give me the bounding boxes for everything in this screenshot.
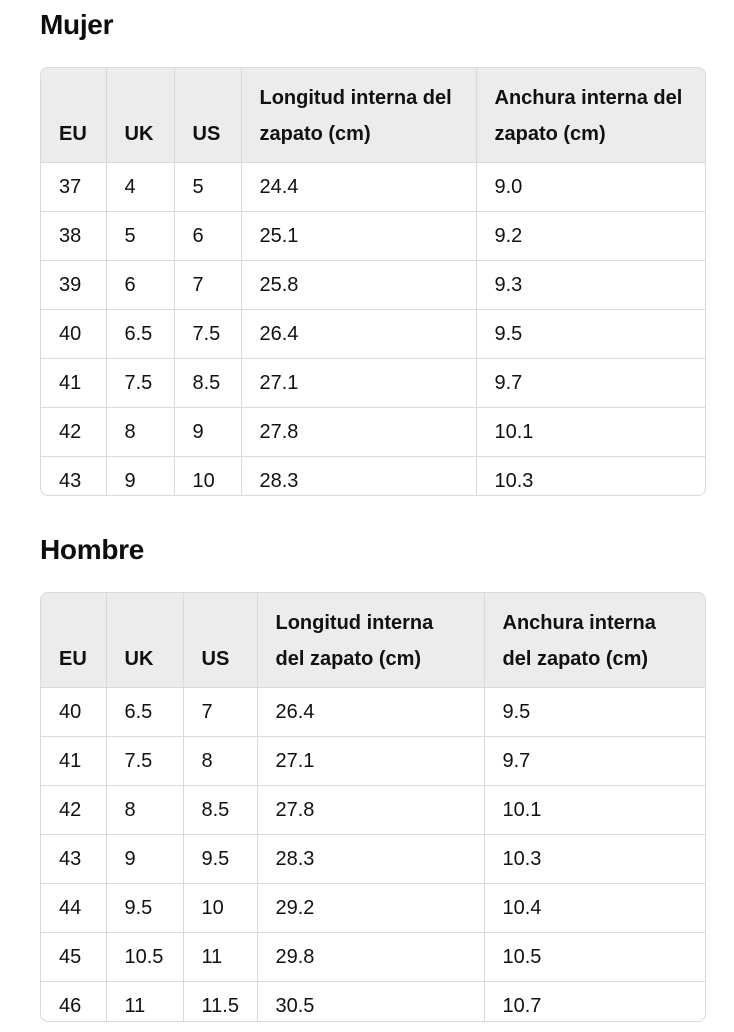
column-header-length: Longitud interna del zapato (cm) [257, 593, 484, 688]
cell-length: 27.1 [257, 737, 484, 786]
cell-length: 30.5 [257, 982, 484, 1023]
cell-length: 24.4 [241, 163, 476, 212]
cell-uk: 9 [106, 457, 174, 497]
cell-uk: 5 [106, 212, 174, 261]
cell-uk: 6.5 [106, 688, 183, 737]
cell-uk: 8 [106, 786, 183, 835]
cell-uk: 6.5 [106, 310, 174, 359]
cell-eu: 44 [41, 884, 106, 933]
table-row [41, 163, 706, 212]
column-header-uk: UK [106, 68, 174, 163]
cell-width: 10.7 [502, 994, 542, 1017]
cell-eu: 42 [41, 786, 106, 835]
cell-length: 25.1 [241, 212, 476, 261]
cell-uk: 10.5 [106, 933, 183, 982]
cell-length: 25.8 [241, 261, 476, 310]
cell-length: 29.2 [257, 884, 484, 933]
column-header-width: Anchura interna del zapato (cm) [476, 68, 706, 163]
column-header-eu: EU [41, 68, 106, 163]
table-row [41, 261, 706, 310]
cell-us: 8 [183, 737, 257, 786]
cell-length: 26.4 [257, 688, 484, 737]
cell-eu: 38 [41, 212, 106, 261]
cell-width: 10.4 [484, 884, 705, 933]
cell-us: 11.5 [183, 982, 257, 1023]
cell-eu: 40 [41, 688, 106, 737]
cell-width: 9.5 [484, 688, 705, 737]
table-row [41, 933, 705, 982]
table-header-row [41, 593, 705, 688]
cell-uk: 7.5 [106, 359, 174, 408]
size-table [41, 593, 705, 1022]
cell-eu: 40 [41, 310, 106, 359]
cell-length: 28.3 [257, 835, 484, 884]
cell-width: 9.5 [476, 310, 706, 359]
cell-length: 27.8 [257, 786, 484, 835]
size-table-mujer [40, 67, 706, 496]
table-row [41, 786, 705, 835]
cell-eu: 39 [41, 261, 106, 310]
cell-width: 9.0 [476, 163, 706, 212]
table-body-hombre [41, 688, 705, 1023]
column-header-width: Anchura interna del zapato (cm) [484, 593, 705, 688]
cell-uk: 8 [106, 408, 174, 457]
table-row [41, 310, 706, 359]
cell-width: 9.3 [476, 261, 706, 310]
size-table-hombre [40, 592, 706, 1022]
cell-eu: 43 [41, 835, 106, 884]
cell-us: 9 [174, 408, 241, 457]
cell-length: 27.1 [241, 359, 476, 408]
cell-us: 7 [174, 261, 241, 310]
cell-us: 10 [183, 884, 257, 933]
cell-width: 9.2 [476, 212, 706, 261]
cell-us: 8.5 [174, 359, 241, 408]
cell-uk: 7.5 [106, 737, 183, 786]
table-row [41, 688, 705, 737]
cell-eu: 42 [41, 408, 106, 457]
cell-uk: 9 [106, 835, 183, 884]
table-header-row [41, 68, 706, 163]
cell-width: 10.1 [484, 786, 705, 835]
cell-eu: 46 [41, 982, 106, 1023]
cell-eu: 41 [41, 359, 106, 408]
cell-length: 26.4 [241, 310, 476, 359]
column-header-us: US [174, 68, 241, 163]
table-row [41, 408, 706, 457]
cell-width: 10.3 [484, 835, 705, 884]
cell-uk: 11 [106, 982, 183, 1023]
cell-us: 10 [174, 457, 241, 497]
cell-width: 9.7 [484, 737, 705, 786]
cell-width: 10.1 [476, 408, 706, 457]
cell-us: 7.5 [174, 310, 241, 359]
cell-us: 7 [183, 688, 257, 737]
section-title-mujer: Mujer [40, 9, 114, 40]
cell-eu: 43 [41, 457, 106, 497]
column-header-us: US [183, 593, 257, 688]
column-header-length: Longitud interna del zapato (cm) [241, 68, 476, 163]
cell-us: 11 [183, 933, 257, 982]
table-row [41, 457, 706, 497]
column-header-uk: UK [106, 593, 183, 688]
cell-width: 10.5 [484, 933, 705, 982]
cell-uk: 6 [106, 261, 174, 310]
column-header-eu: EU [41, 593, 106, 688]
table-row [41, 359, 706, 408]
cell-us: 8.5 [183, 786, 257, 835]
cell-length: 29.8 [257, 933, 484, 982]
cell-length: 28.3 [241, 457, 476, 497]
cell-us: 5 [174, 163, 241, 212]
size-table [41, 68, 706, 496]
cell-us: 9.5 [183, 835, 257, 884]
table-row [41, 884, 705, 933]
cell-uk: 9.5 [106, 884, 183, 933]
section-title-hombre: Hombre [40, 534, 144, 565]
cell-length: 27.8 [241, 408, 476, 457]
cell-eu: 45 [41, 933, 106, 982]
table-row [41, 982, 705, 1023]
table-row [41, 835, 705, 884]
cell-width: 9.7 [476, 359, 706, 408]
cell-uk: 4 [106, 163, 174, 212]
table-body-mujer [41, 163, 706, 497]
cell-width: 10.3 [494, 469, 534, 492]
cell-eu: 37 [41, 163, 106, 212]
table-row [41, 737, 705, 786]
cell-us: 6 [174, 212, 241, 261]
table-row [41, 212, 706, 261]
cell-eu: 41 [41, 737, 106, 786]
